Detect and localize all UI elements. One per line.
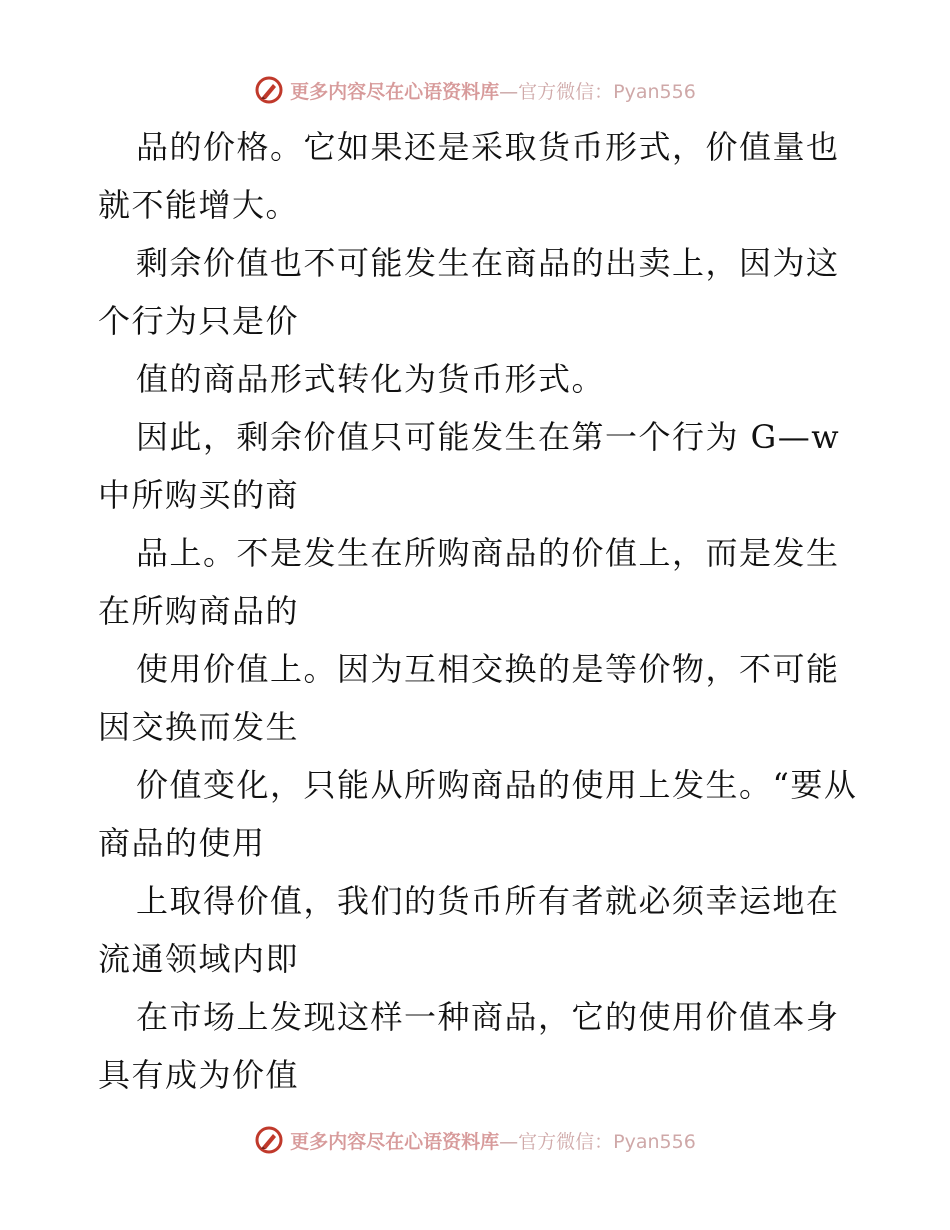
paragraph-5: 品上。不是发生在所购商品的价值上，而是发生在所购商品的 <box>98 534 840 630</box>
footer-brand: 更多内容尽在心语资料库 <box>290 1130 500 1153</box>
footer-separator: — <box>499 1130 519 1153</box>
pen-logo-icon <box>254 75 284 105</box>
paragraph-9: 在市场上发现这样一种商品，它的使用价值本身具有成为价值 <box>98 998 840 1094</box>
paragraph-6: 使用价值上。因为互相交换的是等价物，不可能因交换而发生 <box>98 650 840 746</box>
header-separator: — <box>499 80 519 103</box>
header-wechat: 官方微信：Pyan556 <box>518 80 696 103</box>
header-text <box>290 77 696 104</box>
footer-text <box>290 1127 696 1154</box>
paragraph-3: 值的商品形式转化为货币形式。 <box>136 360 606 398</box>
pen-logo-icon <box>254 1125 284 1155</box>
paragraph-1: 品的价格。它如果还是采取货币形式，价值量也就不能增大。 <box>98 128 840 224</box>
footer-banner <box>0 1120 950 1160</box>
header-brand: 更多内容尽在心语资料库 <box>290 80 500 103</box>
header-banner <box>0 70 950 110</box>
paragraph-7: 价值变化，只能从所购商品的使用上发生。“要从商品的使用 <box>98 766 858 862</box>
document-body <box>98 118 858 1104</box>
paragraph-8: 上取得价值，我们的货币所有者就必须幸运地在流通领域内即 <box>98 882 840 978</box>
paragraph-4: 因此，剩余价值只可能发生在第一个行为 G—w 中所购买的商 <box>98 418 841 514</box>
footer-wechat: 官方微信：Pyan556 <box>518 1130 696 1153</box>
paragraph-2: 剩余价值也不可能发生在商品的出卖上，因为这个行为只是价 <box>98 244 840 340</box>
